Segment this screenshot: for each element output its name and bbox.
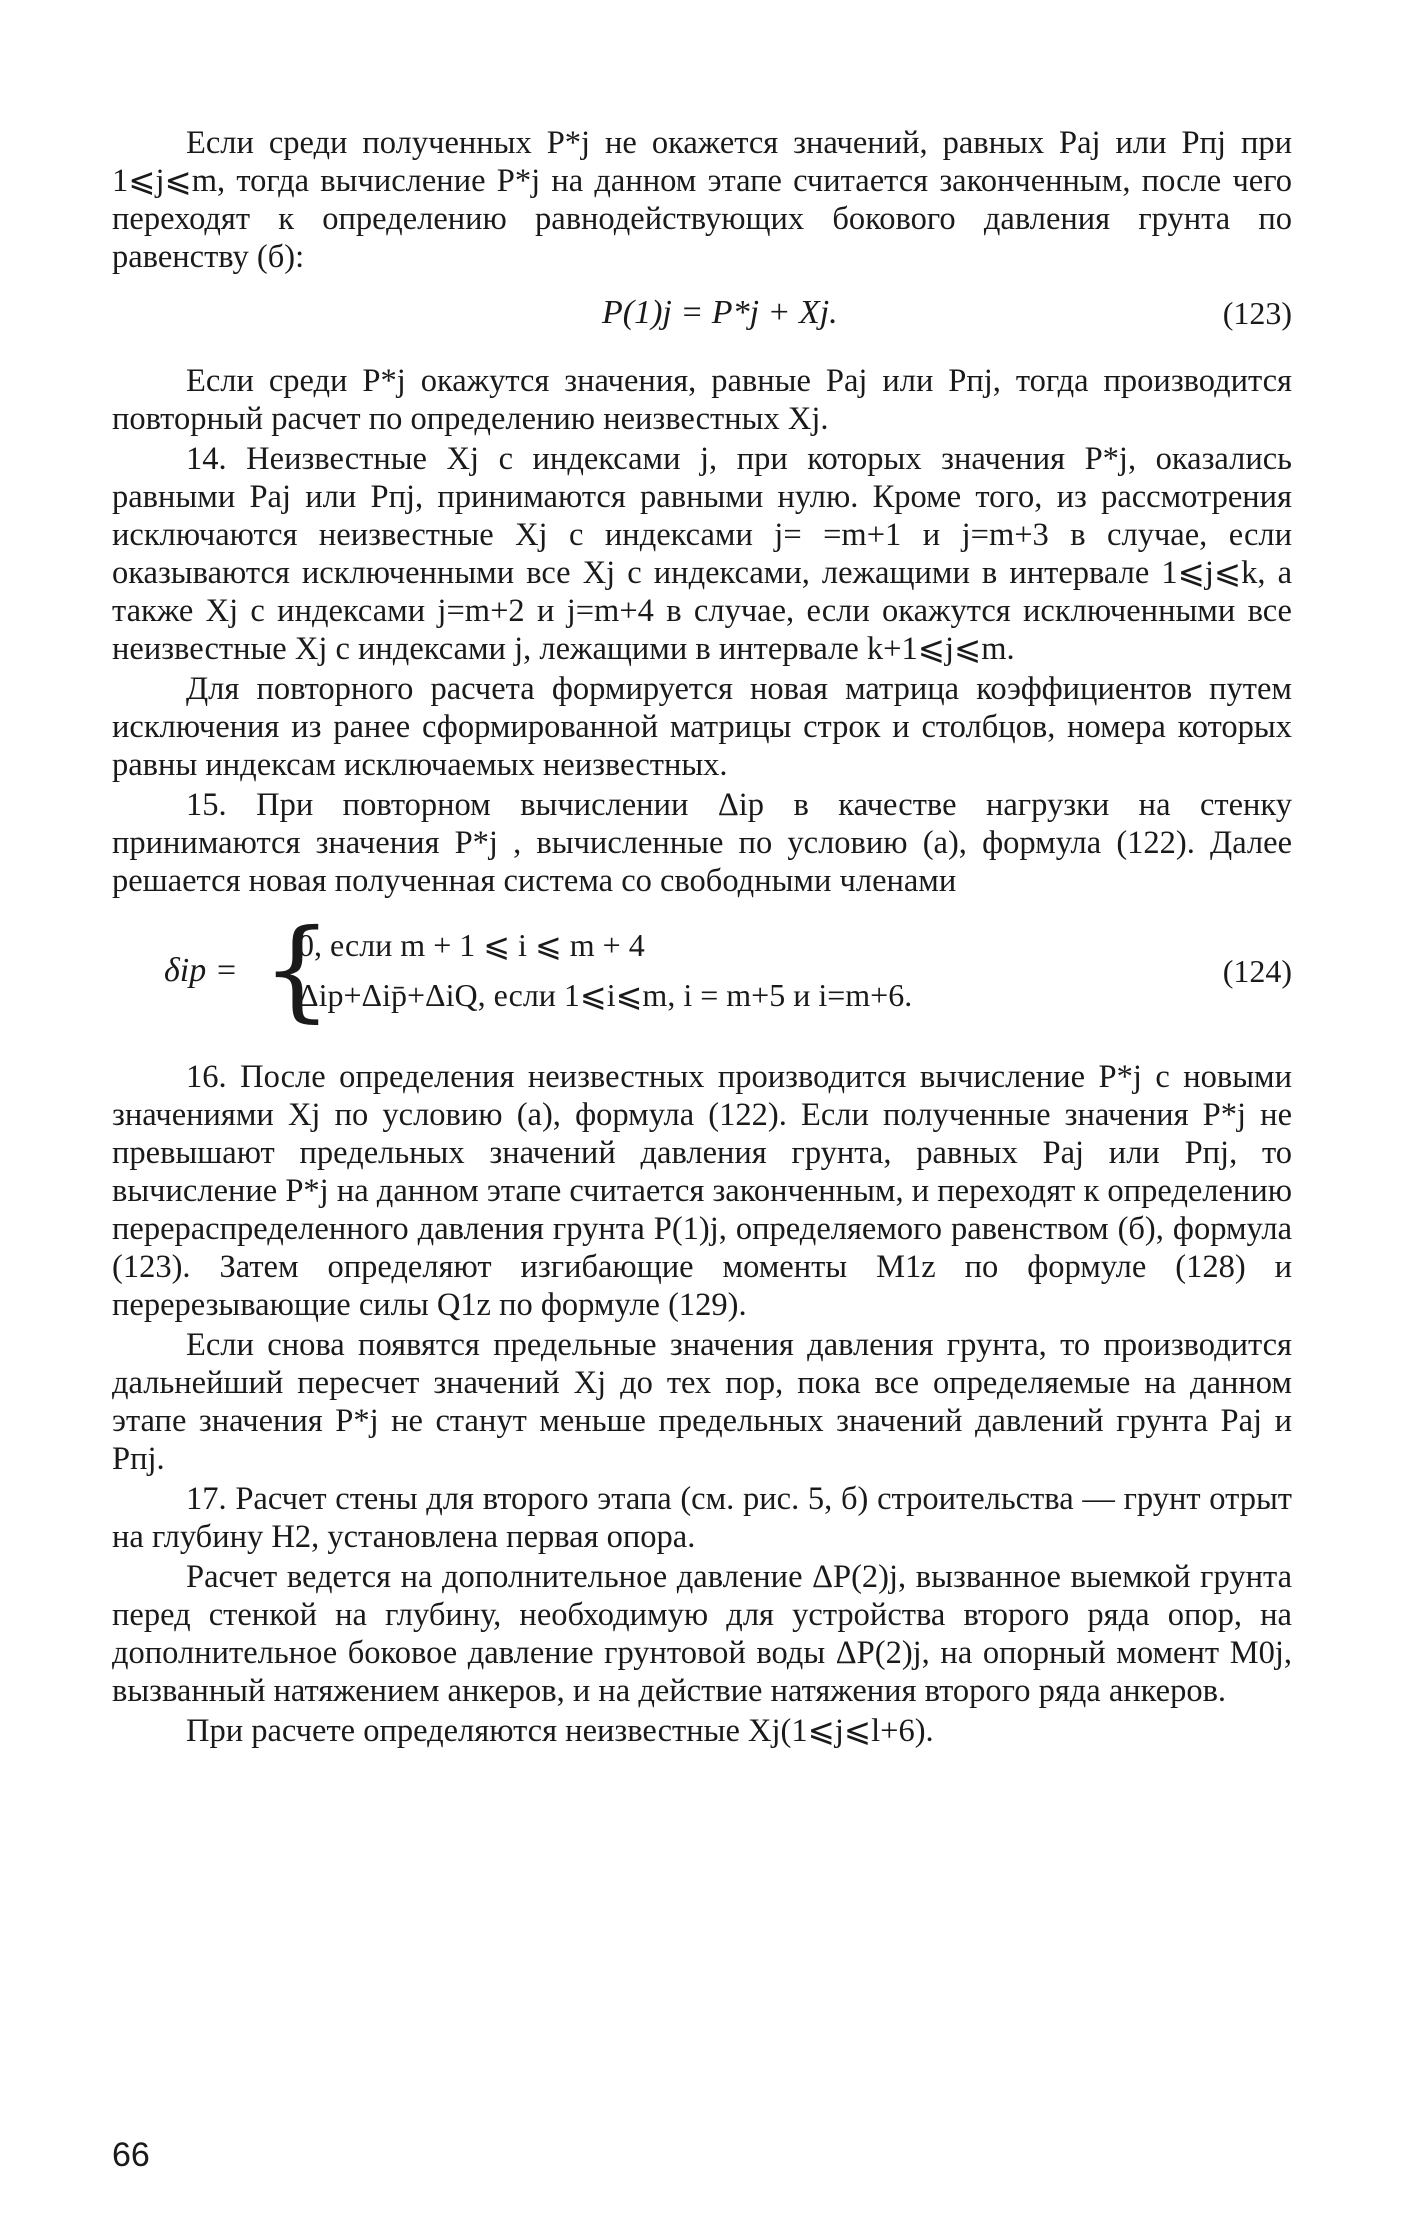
- equation-123-number: (123): [1222, 295, 1292, 331]
- equation-124-case-1: 0, если m + 1 ⩽ i ⩽ m + 4: [298, 927, 645, 963]
- equation-124: [112, 905, 1292, 1033]
- paragraph-4: Для повторного расчета формируется новая матрица коэффициентов путем исключения из ранее сформированной матрицы строк и столбцов, номера которых равны индексам исключаемых неизвестных.: [112, 671, 1292, 783]
- main-text: [112, 124, 1292, 1752]
- paragraph-1: Если среди полученных P*j не окажется значений, равных Paj или Pпj при 1⩽j⩽m, тогда вычисление P*j на данном этапе считается законченным, после чего переходят к определению равнодействующих бокового давления грунта по равенству (б):: [112, 125, 1292, 275]
- equation-123-formula: P(1)j = P*j + Xj.: [602, 294, 838, 331]
- equation-123: [112, 286, 1292, 350]
- paragraph-9: Расчет ведется на дополнительное давление ΔP(2)j, вызванное выемкой грунта перед стенкой на глубину, необходимую для устройства второго ряда опор, на дополнительное боковое давление грунтовой воды ΔP(2)j, на опорный момент M0j, вызванный натяжением анкеров, и на действие натяжения второго ряда анкеров.: [112, 1559, 1292, 1709]
- equation-124-lhs: δip =: [164, 952, 238, 989]
- paragraph-5: 15. При повторном вычислении Δip в качестве нагрузки на стенку принимаются значения P*j , вычисленные по условию (а), формула (122). Далее решается новая полученная система со свободными членами: [112, 787, 1292, 899]
- paragraph-2: Если среди P*j окажутся значения, равные Paj или Pпj, тогда производится повторный расчет по определению неизвестных Xj.: [112, 363, 1292, 437]
- equation-124-case-2: Δip+Δip̄+ΔiQ, если 1⩽i⩽m, i = m+5 и i=m+6.: [298, 977, 913, 1013]
- paragraph-10: При расчете определяются неизвестные Xj(1⩽j⩽l+6).: [186, 1713, 934, 1749]
- paragraph-3: 14. Неизвестные Xj с индексами j, при которых значения P*j, оказались равными Paj или Pпj, принимаются равными нулю. Кроме того, из рассмотрения исключаются неизвестные Xj с индексами j= =m+1 и j=m+3 в случае, если оказываются исключенными все Xj с индексами, лежащими в интервале 1⩽j⩽k, а также Xj с индексами j=m+2 и j=m+4 в случае, если окажутся исключенными все неизвестные Xj с индексами j, лежащими в интервале k+1⩽j⩽m.: [112, 441, 1292, 667]
- paragraph-8: 17. Расчет стены для второго этапа (см. рис. 5, б) строительства — грунт отрыт на глубину H2, установлена первая опора.: [112, 1481, 1292, 1555]
- paragraph-7: Если снова появятся предельные значения давления грунта, то производится дальнейший пересчет значений Xj до тех пор, пока все определяемые на данном этапе значения P*j не станут меньше предельных значений давлений грунта Paj и Pпj.: [112, 1327, 1292, 1477]
- paragraph-6: 16. После определения неизвестных производится вычисление P*j с новыми значениями Xj по условию (а), формула (122). Если полученные значения P*j не превышают предельных значений давления грунта, равных Paj или Pпj, то вычисление P*j на данном этапе считается законченным, и переходят к определению перераспределенного давления грунта P(1)j, определяемого равенством (б), формула (123). Затем определяют изгибающие моменты M1z по формуле (128) и перерезывающие силы Q1z по формуле (129).: [112, 1059, 1292, 1323]
- left-brace: {: [262, 905, 332, 1033]
- equation-124-number: (124): [1222, 953, 1292, 989]
- page-number: 66: [112, 2136, 150, 2174]
